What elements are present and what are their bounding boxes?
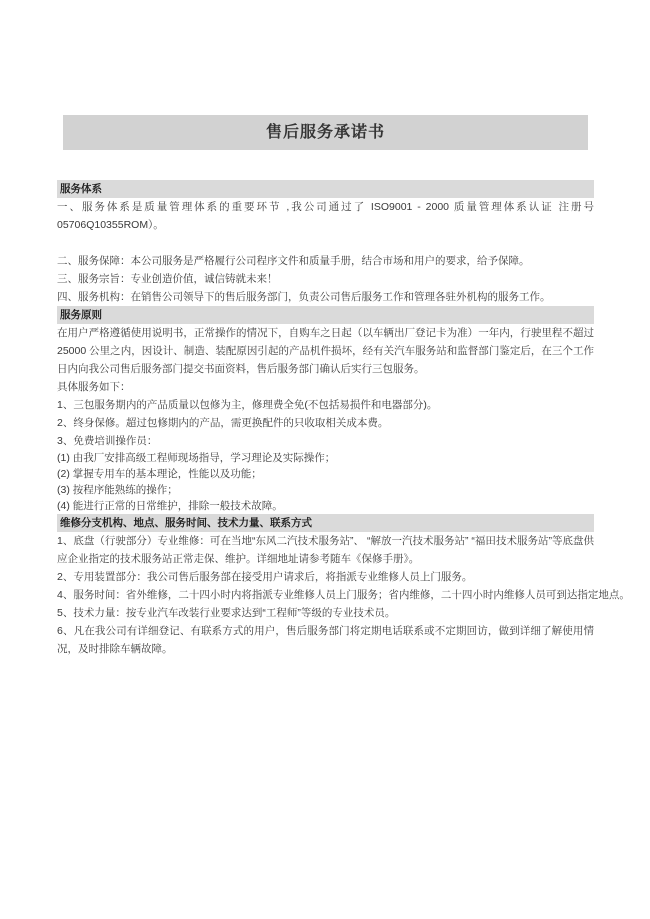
page-title: 售后服务承诺书 bbox=[265, 124, 385, 141]
section-service-principles bbox=[57, 306, 594, 514]
document-content bbox=[57, 180, 630, 658]
paragraph: 二、服务保障：本公司服务是严格履行公司程序文件和质量手册，结合市场和用户的要求，给予保障。 bbox=[57, 255, 530, 267]
paragraph: 具体服务如下： bbox=[57, 381, 131, 393]
paragraph: 四、服务机构：在销售公司领导下的售后服务部门，负责公司售后服务工作和管理各驻外机构的服务工作。 bbox=[57, 291, 551, 303]
paragraph: 3、免费培训操作员： bbox=[57, 435, 158, 447]
paragraph: (2) 掌握专用车的基本理论，性能以及功能； bbox=[57, 468, 262, 480]
section-header: 服务原则 bbox=[57, 306, 594, 324]
paragraph: 2、终身保修。超过包修期内的产品，需更换配件的只收取相关成本费。 bbox=[57, 417, 389, 429]
paragraph: 5、技术力量：按专业汽车改装行业要求达到“工程师”等级的专业技术员。 bbox=[57, 607, 396, 619]
section-repair-branches bbox=[57, 514, 630, 658]
paragraph: (3) 按程序能熟练的操作； bbox=[57, 484, 178, 496]
section-header: 服务体系 bbox=[57, 180, 594, 198]
paragraph: 一、服务体系是质量管理体系的重要环节 ,我公司通过了 ISO9001 - 2000 质量管理体系认证 注册号 05706Q10355ROM）。 bbox=[57, 201, 594, 231]
section-header: 维修分支机构、地点、服务时间、技术力量、联系方式 bbox=[57, 514, 594, 532]
paragraph: 1、三包服务期内的产品质量以包修为主，修理费全免(不包括易损件和电器部分)。 bbox=[57, 399, 438, 411]
paragraph: 2、专用装置部分：我公司售后服务部在接受用户请求后，将指派专业维修人员上门服务。 bbox=[57, 571, 473, 583]
paragraph: 6、凡在我公司有详细登记、有联系方式的用户，售后服务部门将定期电话联系或不定期回访，做到详细了解使用情况，及时排除车辆故障。 bbox=[57, 625, 594, 655]
title-banner bbox=[63, 115, 588, 150]
section-service-system bbox=[57, 180, 594, 306]
paragraph: (4) 能进行正常的日常维护，排除一般技术故障。 bbox=[57, 500, 283, 512]
paragraph: 三、服务宗旨：专业创造价值，诚信铸就未来！ bbox=[57, 273, 278, 285]
paragraph: 4、服务时间：省外维修，二十四小时内将指派专业维修人员上门服务；省内维修，二十四小时内维修人员可到达指定地点。 bbox=[57, 589, 630, 601]
paragraph: (1) 由我厂安排高级工程师现场指导，学习理论及实际操作； bbox=[57, 452, 336, 464]
paragraph: 1、底盘（行驶部分）专业维修：可在当地“东风二汽技术服务站”、 “解放一汽技术服务站” “福田技术服务站”等底盘供应企业指定的技术服务站正常走保、维护。详细地址请参考随车《保修手册》。 bbox=[57, 535, 594, 565]
paragraph: 在用户严格遵循使用说明书，正常操作的情况下，自购车之日起（以车辆出厂登记卡为准）一年内，行驶里程不超过 25000 公里之内，因设计、制造、装配原因引起的产品机件损坏，经有关汽车服务站和监督部门鉴定后，在三个工作日内向我公司售后服务部门提交书面资料，售后服务部门确认后实行三包服务。 bbox=[57, 327, 594, 375]
